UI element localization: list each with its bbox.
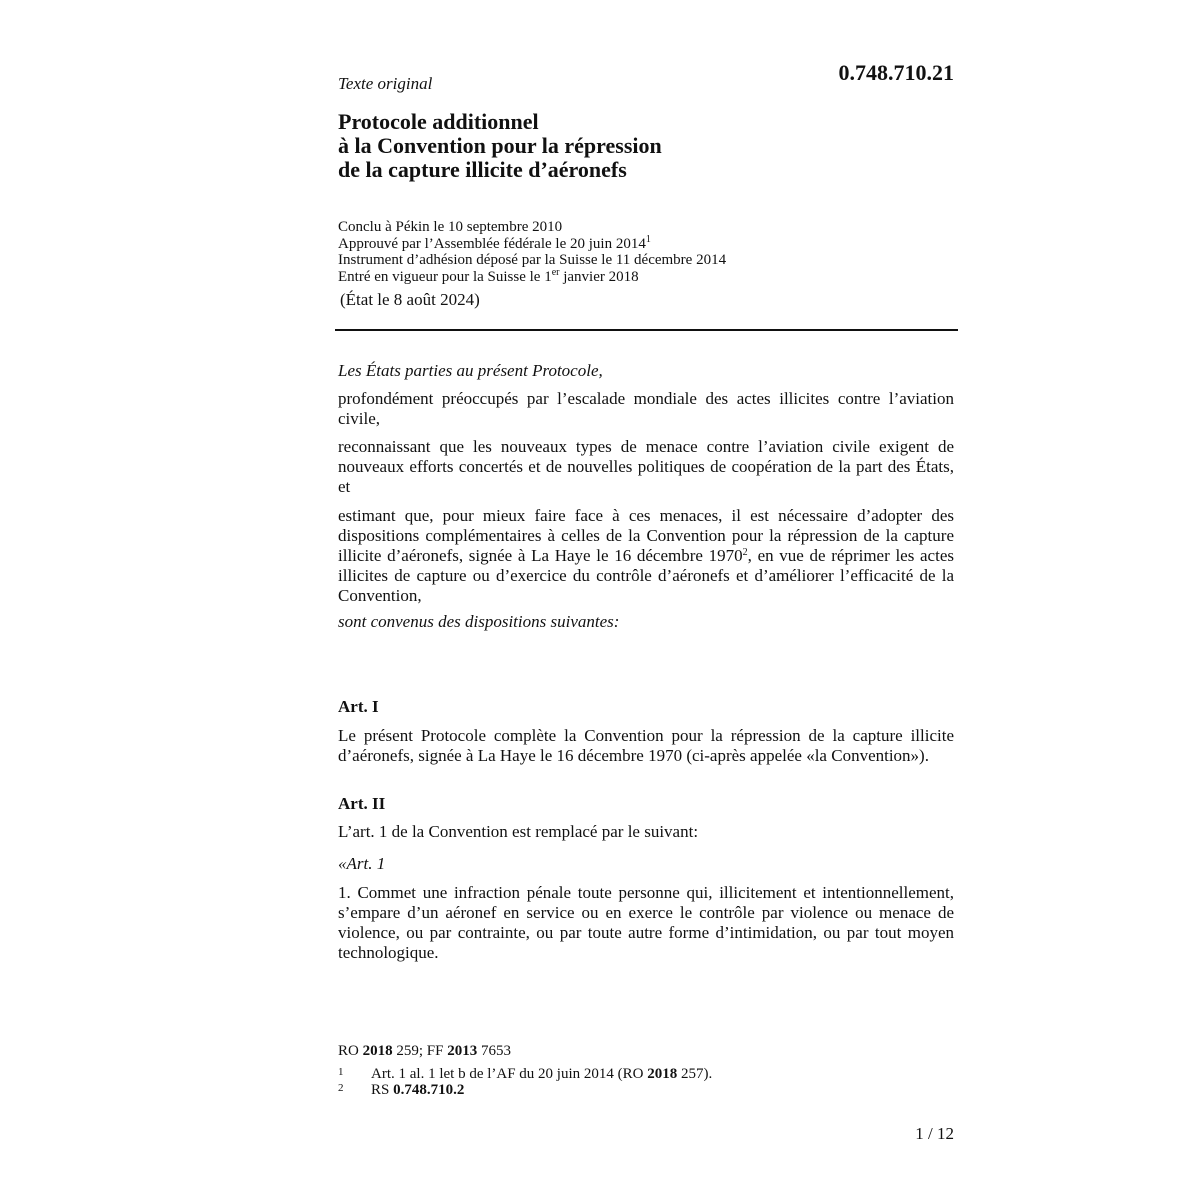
concluded-line: Conclu à Pékin le 10 septembre 2010 <box>338 219 563 235</box>
ordinal-superscript: er <box>551 266 560 278</box>
quoted-article-paragraph: 1. Commet une infraction pénale toute personne qui, illicitement et intentionnellement, s’empare d’un aéronef en service ou en exerce le contrôle par violence ou menace de violence, ou par contrainte, ou par toute autre forme d’intimidation, ou par tout moyen technologique. <box>338 883 954 962</box>
document-title <box>338 110 954 182</box>
title-line: de la capture illicite d’aéronefs <box>338 157 627 182</box>
original-text-label: Texte original <box>338 74 433 93</box>
preamble-paragraph: reconnaissant que les nouveaux types de menace contre l’aviation civile exigent de nouveaux efforts concertés et de nouvelles politiques de coopération de la part des États, et <box>338 437 954 496</box>
approved-line: Approuvé par l’Assemblée fédérale le 20 juin 2014$^1$ <box>338 233 651 252</box>
footnote-number: 2 <box>338 1082 344 1094</box>
title-line: à la Convention pour la répression <box>338 133 662 158</box>
state-date: (État le 8 août 2024) <box>340 290 480 309</box>
entry-into-force-line: Entré en vigueur pour la Suisse le 1er janvier 2018 <box>338 266 639 285</box>
source-reference: RO 2018 259; FF 2013 7653 <box>338 1043 511 1059</box>
preamble-paragraph: profondément préoccupés par l’escalade mondiale des actes illicites contre l’aviation civile, <box>338 389 954 428</box>
title-line: Protocole additionnel <box>338 109 539 134</box>
article-heading: Art. II <box>338 794 386 813</box>
footnote-2: 2 RS 0.748.710.2 <box>338 1082 465 1098</box>
preamble-closing: sont convenus des dispositions suivantes: <box>338 612 620 631</box>
footnote-1: 1 Art. 1 al. 1 let b de l’AF du 20 juin 2014 (RO 2018 257). <box>338 1066 713 1082</box>
sr-number: 0.748.710.21 <box>838 60 954 85</box>
instrument-line: Instrument d’adhésion déposé par la Suisse le 11 décembre 2014 <box>338 252 727 268</box>
page-number: 1 / 12 <box>915 1124 954 1143</box>
footnote-ref-2[interactable]: 2 <box>742 547 748 558</box>
metadata-block <box>338 219 726 285</box>
header-divider <box>335 329 958 331</box>
footnote-number: 1 <box>338 1066 344 1078</box>
article-text: Le présent Protocole complète la Convention pour la répression de la capture illicite d’aéronefs, signée à La Haye le 16 décembre 1970 (ci-après appelée «la Convention»). <box>338 726 954 765</box>
article-heading: Art. I <box>338 697 379 716</box>
article-text: L’art. 1 de la Convention est remplacé par le suivant: <box>338 822 699 841</box>
quoted-article-heading: «Art. 1 <box>338 854 386 873</box>
footnote-ref-1[interactable]: 1 <box>645 233 651 245</box>
preamble-intro: Les États parties au présent Protocole, <box>338 361 603 380</box>
preamble-paragraph: estimant que, pour mieux faire face à ces menaces, il est nécessaire d’adopter des dispositions complémentaires à celles de la Convention pour la répression de la capture illicite d’aéronefs, signée à La Haye le 16 décembre 1970$^2$, en vue de réprimer les actes illicites de capture ou d’exercice du contrôle d’aéronefs et d’améliorer l’efficacité de la Convention, <box>338 506 954 605</box>
